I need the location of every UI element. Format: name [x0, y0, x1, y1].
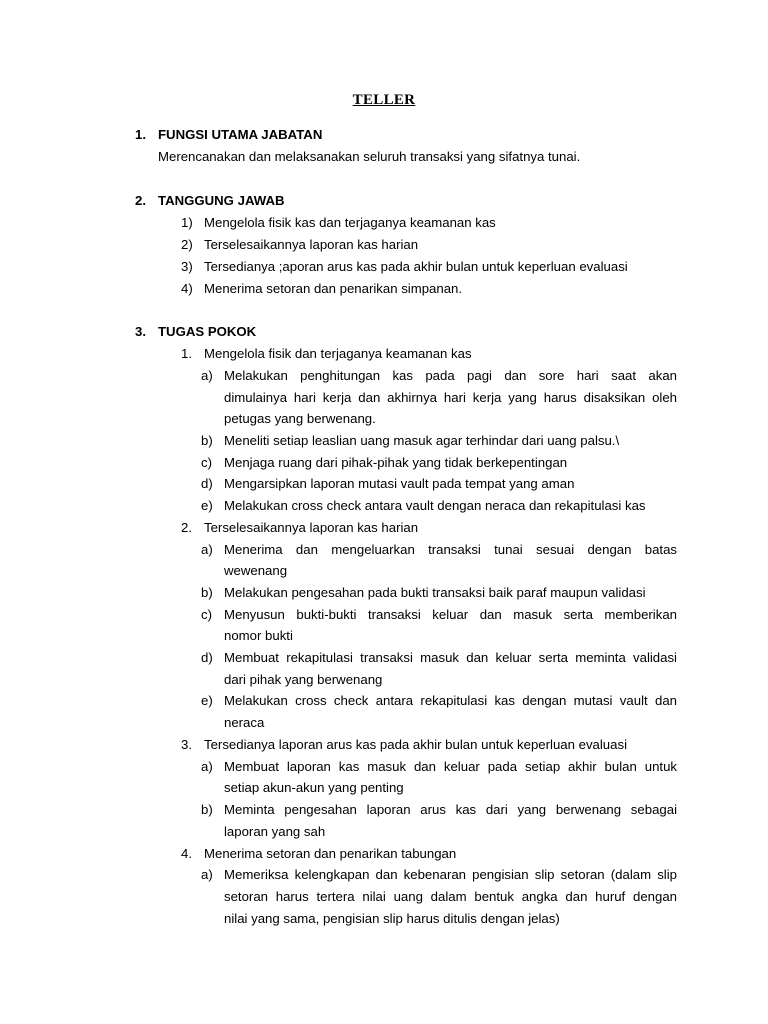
item-line: laporan yang sah: [224, 824, 326, 839]
list-item-text: Menerima setoran dan penarikan simpanan.: [204, 281, 463, 296]
item-letter: e): [201, 498, 213, 513]
item-line: Menyusun bukti-bukti transaksi keluar dan masuk serta memberikan: [224, 607, 677, 622]
subsection-number: 3.: [181, 737, 192, 752]
item-line: Melakukan penghitungan kas pada pagi dan sore hari saat akan: [224, 368, 677, 383]
section-number: 2.: [135, 193, 146, 208]
item-letter: b): [201, 433, 213, 448]
item-line: wewenang: [224, 563, 288, 578]
section-heading: TUGAS POKOK: [158, 324, 257, 339]
item-line: neraca: [224, 715, 265, 730]
list-item-text: Tersedianya ;aporan arus kas pada akhir bulan untuk keperluan evaluasi: [204, 259, 628, 274]
subsection-number: 4.: [181, 846, 192, 861]
item-letter: d): [201, 476, 213, 491]
section-heading: TANGGUNG JAWAB: [158, 193, 285, 208]
item-letter: a): [201, 867, 213, 882]
item-letter: c): [201, 455, 212, 470]
section-number: 1.: [135, 127, 146, 142]
item-line: Menjaga ruang dari pihak-pihak yang tidak berkepentingan: [224, 455, 568, 470]
item-line: setiap akun-akun yang penting: [224, 780, 404, 795]
item-line: Meminta pengesahan laporan arus kas dari yang berwenang sebagai: [224, 802, 677, 817]
item-line: Meneliti setiap leaslian uang masuk agar terhindar dari uang palsu.\: [224, 433, 620, 448]
document-title: TELLER: [352, 92, 416, 108]
list-item-number: 2): [181, 237, 193, 252]
subsection-number: 1.: [181, 346, 192, 361]
list-item-text: Terselesaikannya laporan kas harian: [204, 237, 419, 252]
item-line: Membuat laporan kas masuk dan keluar pada setiap akhir bulan untuk: [224, 759, 677, 774]
item-line: Menerima dan mengeluarkan transaksi tunai sesuai dengan batas: [224, 542, 677, 557]
list-item-number: 3): [181, 259, 193, 274]
subsection-text: Terselesaikannya laporan kas harian: [204, 520, 419, 535]
item-line: Melakukan cross check antara rekapitulasi kas dengan mutasi vault dan: [224, 693, 677, 708]
subsection-text: Menerima setoran dan penarikan tabungan: [204, 846, 457, 861]
list-item-text: Mengelola fisik kas dan terjaganya keamanan kas: [204, 215, 496, 230]
item-line: setoran harus tertera nilai uang dalam bentuk angka dan huruf dengan: [224, 889, 677, 904]
item-line: Mengarsipkan laporan mutasi vault pada tempat yang aman: [224, 476, 575, 491]
item-line: Melakukan pengesahan pada bukti transaksi baik paraf maupun validasi: [224, 585, 646, 600]
item-letter: e): [201, 693, 213, 708]
item-line: nilai yang sama, pengisian slip harus ditulis dengan jelas): [224, 911, 560, 926]
section-heading: FUNGSI UTAMA JABATAN: [158, 127, 323, 142]
item-letter: b): [201, 802, 213, 817]
item-line: petugas yang berwenang.: [224, 411, 376, 426]
item-line: Membuat rekapitulasi transaksi masuk dan keluar serta meminta validasi: [224, 650, 677, 665]
subsection-number: 2.: [181, 520, 192, 535]
list-item-number: 1): [181, 215, 193, 230]
item-letter: a): [201, 759, 213, 774]
item-line: dimulainya hari kerja dan akhirnya hari kerja yang harus disaksikan oleh: [224, 390, 677, 405]
item-letter: a): [201, 368, 213, 383]
item-letter: d): [201, 650, 213, 665]
subsection-text: Tersedianya laporan arus kas pada akhir bulan untuk keperluan evaluasi: [204, 737, 628, 752]
item-line: dari pihak yang berwenang: [224, 672, 383, 687]
item-letter: b): [201, 585, 213, 600]
section-text: Merencanakan dan melaksanakan seluruh transaksi yang sifatnya tunai.: [158, 149, 581, 164]
section-number: 3.: [135, 324, 146, 339]
item-line: Melakukan cross check antara vault dengan neraca dan rekapitulasi kas: [224, 498, 646, 513]
item-letter: c): [201, 607, 212, 622]
list-item-number: 4): [181, 281, 193, 296]
item-letter: a): [201, 542, 213, 557]
item-line: nomor bukti: [224, 628, 293, 643]
subsection-text: Mengelola fisik dan terjaganya keamanan kas: [204, 346, 472, 361]
item-line: Memeriksa kelengkapan dan kebenaran pengisian slip setoran (dalam slip: [224, 867, 677, 882]
